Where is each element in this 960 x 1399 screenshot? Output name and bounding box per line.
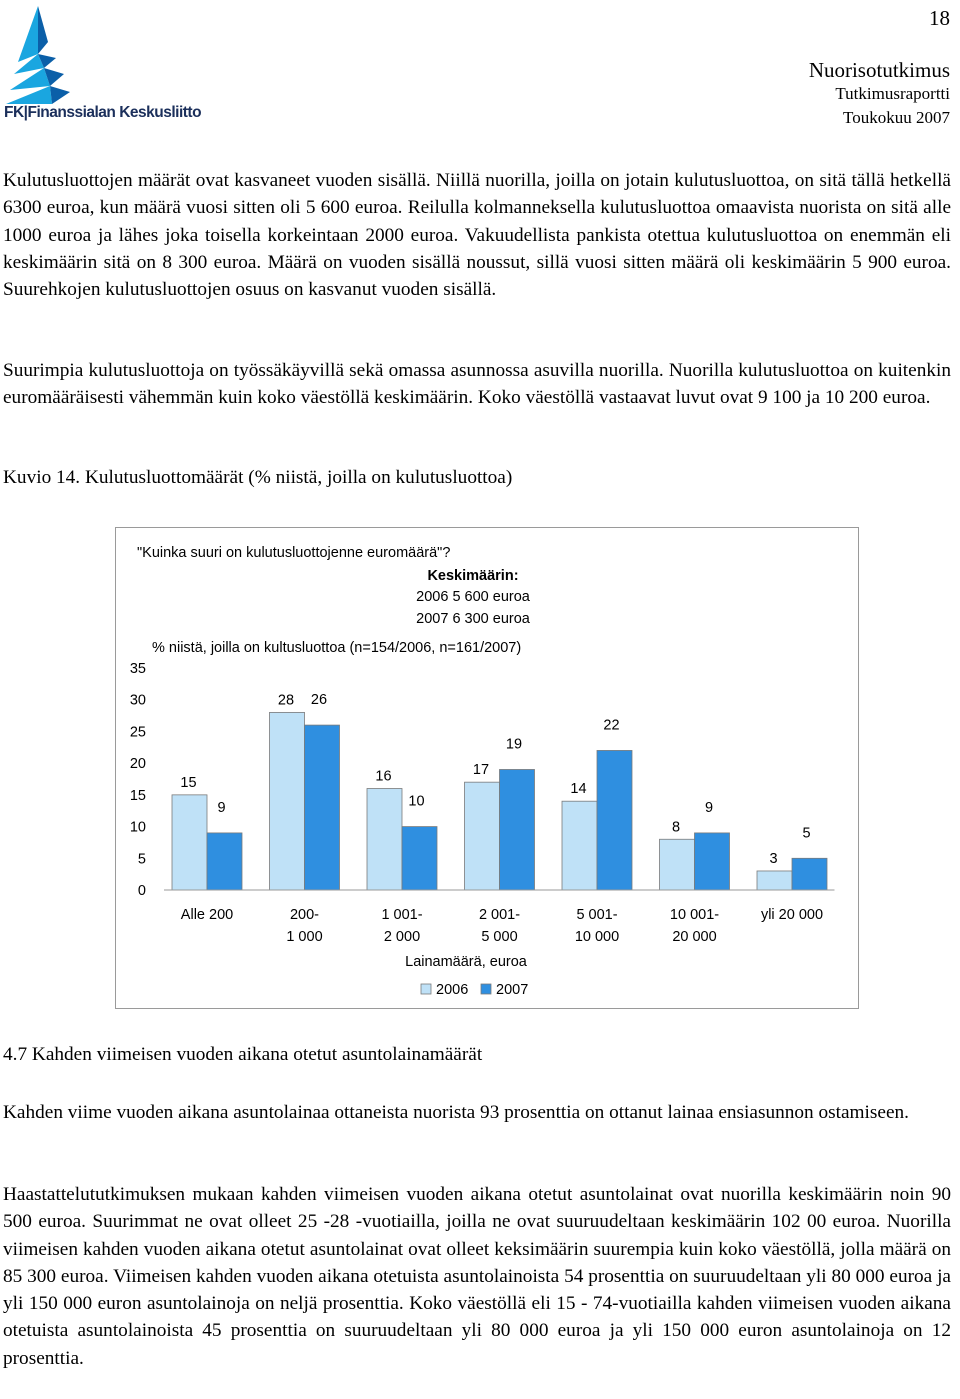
bar-2007 xyxy=(695,833,730,890)
value-label: 19 xyxy=(505,736,523,753)
value-label: 9 xyxy=(704,799,714,816)
bar-2007 xyxy=(597,750,632,890)
value-label: 10 xyxy=(408,793,425,810)
x-axis-label: Lainamäärä, euroa xyxy=(405,954,527,970)
bar-2007 xyxy=(207,833,242,890)
value-label: 15 xyxy=(180,774,197,791)
logo-text: FK|Finanssialan Keskusliitto xyxy=(4,104,202,121)
x-tick-label: 200- xyxy=(289,907,320,923)
y-tick-label: 5 xyxy=(137,851,146,868)
bar-2007 xyxy=(500,769,535,890)
x-tick-label: 5 000 xyxy=(481,929,518,945)
legend xyxy=(421,982,528,998)
paragraph-text: Haastattelututkimuksen mukaan kahden viimeisen vuoden aikana otetut asuntolainat ovat nuorilla keskimäärin noin 90 500 euroa. Suurimmat ne ovat olleet 25 -28 -vuotiailla, joilla ne ovat suuruudeltaan keskimäärin 102 00 euroa. Nuorilla viimeisen kahden vuoden aikana otetut asuntolainat ovat olleet keksimäärin suurempia kuin koko väestöllä, jolla määrä on 85 300 euroa. Viimeisen kahden vuoden aikana otetuista asuntolainoista 54 prosenttia on suuruudeltaan yli 80 000 euroa ja yli 150 000 euron asuntolainoja on neljä prosenttia. Koko väestöllä eli 15 - 74-vuotiailla kahden viimeisen vuoden aikana otetuista asuntolainoista 45 prosenttia on suuruudeltaan yli 80 000 euroa ja yli 150 000 euron asuntolainoja on 12 prosenttia. xyxy=(3,1184,951,1369)
value-label: 17 xyxy=(472,762,490,779)
legend-label: 2007 xyxy=(496,982,529,998)
chart-annotation-line: 2007 6 300 euroa xyxy=(416,611,530,627)
x-tick-label: 2 000 xyxy=(383,929,421,945)
bar-2006 xyxy=(757,871,792,890)
value-label: 9 xyxy=(217,799,226,816)
y-tick-label: 30 xyxy=(129,692,146,709)
y-axis-label: % niistä, joilla on kultusluottoa (n=154/2006, n=161/2007) xyxy=(152,640,522,656)
value-label: 14 xyxy=(570,781,587,798)
page-number: 18 xyxy=(929,6,950,30)
legend-swatch xyxy=(421,984,431,994)
value-label: 22 xyxy=(603,717,620,734)
section-heading: 4.7 Kahden viimeisen vuoden aikana otetut asuntolainamäärät xyxy=(3,1044,483,1065)
figure-caption: Kuvio 14. Kulutusluottomäärät (% niistä, joilla on kulutusluottoa) xyxy=(3,467,513,488)
bar-2006 xyxy=(660,839,695,890)
x-tick-label: yli 20 000 xyxy=(760,907,824,923)
x-tick-label: 1 000 xyxy=(286,929,323,945)
bar-2006 xyxy=(465,782,500,890)
paragraph-3 xyxy=(3,1099,951,1126)
bar-2006 xyxy=(367,789,402,890)
chart-canvas xyxy=(116,528,860,1010)
x-axis-ticks xyxy=(181,907,823,945)
paragraph-2 xyxy=(3,357,951,412)
bars xyxy=(164,712,835,890)
chart-annotation-line: 2006 5 600 euroa xyxy=(416,589,530,605)
paragraph-text: Suurimpia kulutusluottoja on työssäkäyvillä sekä omassa asunnossa asuvilla nuorilla. Nuorilla kulutusluottoa on kuitenkin euromääräisesti vähemmän kuin koko väestöllä keskimäärin. Koko väestöllä vastaavat luvut ovat 9 100 ja 10 200 euroa. xyxy=(3,360,951,409)
y-tick-label: 20 xyxy=(129,756,146,773)
report-date: Toukokuu 2007 xyxy=(843,108,950,127)
bar-2006 xyxy=(562,801,597,890)
legend-label: 2006 xyxy=(436,982,469,998)
x-tick-label: 10 001- xyxy=(669,907,720,923)
value-label: 5 xyxy=(802,825,811,842)
report-title: Nuorisotutkimus xyxy=(808,58,950,82)
bar-2007 xyxy=(305,725,340,890)
y-tick-label: 25 xyxy=(129,724,146,741)
paragraph-4 xyxy=(3,1181,951,1372)
paragraph-text: Kahden viime vuoden aikana asuntolainaa ottaneista nuorista 93 prosenttia on ottanut lainaa ensiasunnon ostamiseen. xyxy=(3,1102,909,1123)
x-tick-label: 5 001- xyxy=(576,907,618,923)
bar-2006 xyxy=(172,795,207,890)
chart-title: "Kuinka suuri on kulutusluottojenne euromäärä"? xyxy=(137,545,451,561)
value-label: 3 xyxy=(769,850,778,867)
bar-chart xyxy=(115,527,859,1009)
value-label: 16 xyxy=(375,768,392,785)
fk-logo xyxy=(4,4,202,128)
y-tick-label: 15 xyxy=(129,787,146,804)
paragraph-text: Kulutusluottojen määrät ovat kasvaneet vuoden sisällä. Niillä nuorilla, joilla on jotain kulutusluottoa, on sitä tällä hetkellä 6300 euroa, kun määrä vuosi sitten oli 5 600 euroa. Reilulla kolmanneksella kulutusluottoa omaavista nuorista on sitä alle 1000 euroa ja lähes joka toisella korkeintaan 2000 euroa. Vakuudellista pankista otettua kulutusluottoa on enemmän eli keskimäärin sitä on 8 300 euroa. Määrä on vuoden sisällä noussut, sillä vuosi sitten määrä oli keskimäärin 5 900 euroa. Suurehkojen kulutusluottojen osuus on kasvanut vuoden sisällä. xyxy=(3,170,951,301)
chart-annotation-heading: Keskimäärin: xyxy=(427,568,519,584)
y-tick-label: 10 xyxy=(129,819,146,836)
value-label: 26 xyxy=(310,692,328,709)
bar-2006 xyxy=(270,712,305,890)
x-tick-label: Alle 200 xyxy=(180,907,234,923)
paragraph-1 xyxy=(3,167,951,303)
y-axis-ticks xyxy=(130,661,146,899)
value-label: 28 xyxy=(277,692,295,709)
legend-swatch xyxy=(481,984,491,994)
x-tick-label: 2 001- xyxy=(478,907,521,923)
report-header xyxy=(809,58,950,130)
x-tick-label: 10 000 xyxy=(574,929,620,945)
value-label: 8 xyxy=(671,819,681,836)
report-type: Tutkimusraportti xyxy=(835,84,950,103)
y-tick-label: 35 xyxy=(129,661,146,677)
x-tick-label: 1 001- xyxy=(381,907,423,923)
bar-2007 xyxy=(792,858,827,890)
x-tick-label: 20 000 xyxy=(672,929,717,945)
y-tick-label: 0 xyxy=(137,883,146,899)
bar-2007 xyxy=(402,827,437,890)
